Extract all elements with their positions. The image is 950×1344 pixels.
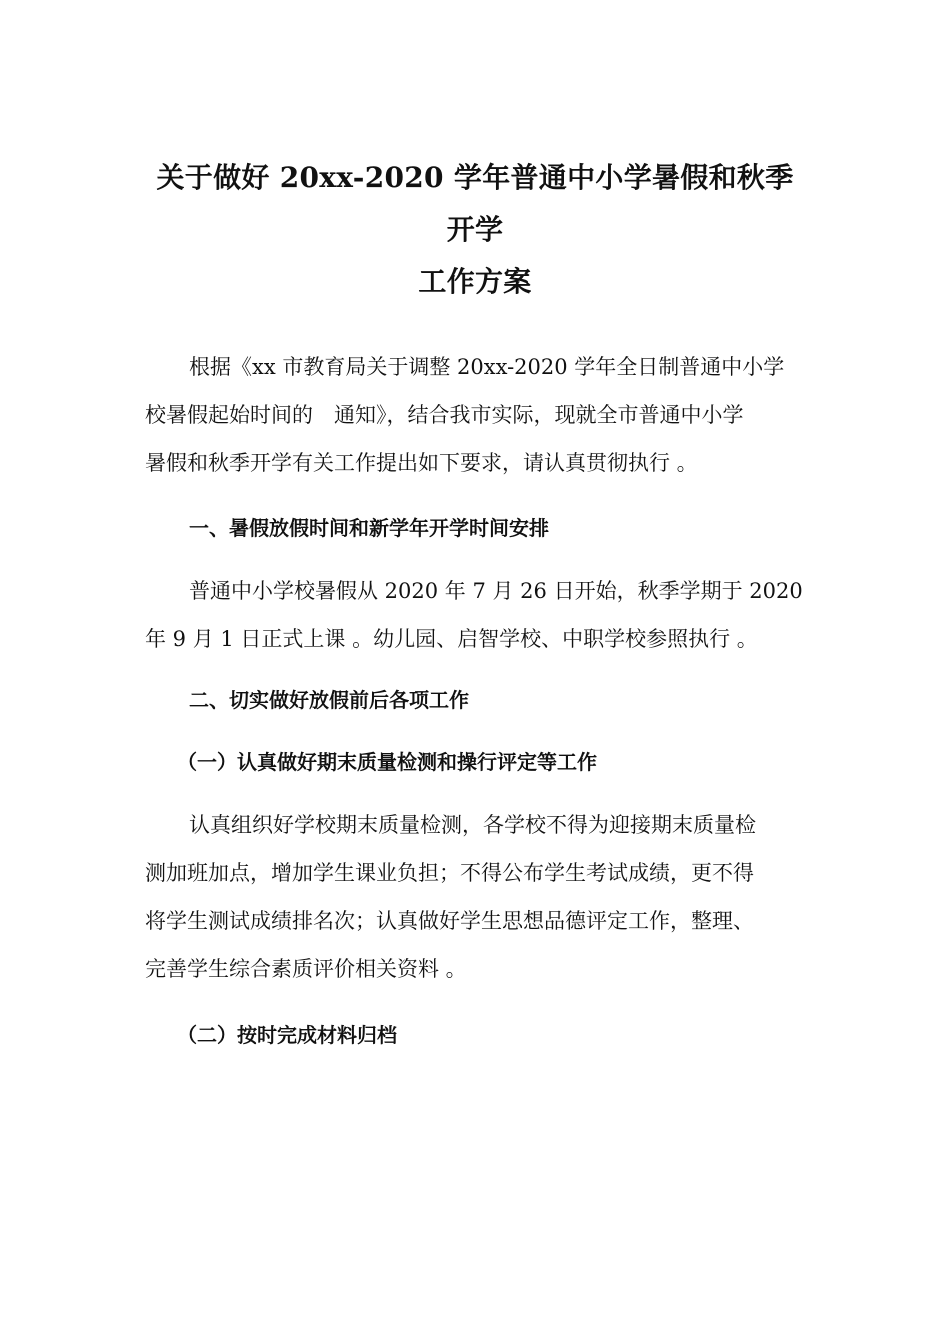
section-1-line-1: 普通中小学校暑假从 2020 年 7 月 26 日开始，秋季学期于 2020 [189,579,803,603]
title-line-1: 关于做好 20xx-2020 学年普通中小学暑假和秋季开学 [156,161,794,246]
subsection-1-paragraph [145,801,805,993]
document-title [145,152,805,308]
section-2-heading: 二、切实做好放假前后各项工作 [189,688,469,712]
section-1-line-2: 年 9 月 1 日正式上课 。幼儿园、启智学校、中职学校参照执行 。 [145,627,758,651]
subsection-2-heading: （二）按时完成材料归档 [177,1023,397,1047]
subsection-1-line-4: 完善学生综合素质评价相关资料 。 [145,957,467,981]
intro-line-2: 校暑假起始时间的 通知》，结合我市实际，现就全市普通中小学 [145,403,744,427]
subsection-1-line-2: 测加班加点，增加学生课业负担；不得公布学生考试成绩，更不得 [145,861,754,885]
intro-paragraph [145,343,805,487]
subsection-1-heading: （一）认真做好期末质量检测和操行评定等工作 [177,750,597,774]
subsection-1-line-3: 将学生测试成绩排名次；认真做好学生思想品德评定工作，整理、 [145,909,754,933]
subsection-1-line-1: 认真组织好学校期末质量检测，各学校不得为迎接期末质量检 [189,813,756,837]
intro-line-3: 暑假和秋季开学有关工作提出如下要求，请认真贯彻执行 。 [145,451,698,475]
title-line-2: 工作方案 [418,265,532,298]
intro-line-1: 根据《xx 市教育局关于调整 20xx-2020 学年全日制普通中小学 [189,355,785,379]
section-1-heading: 一、暑假放假时间和新学年开学时间安排 [189,516,549,540]
section-1-paragraph [145,567,805,663]
